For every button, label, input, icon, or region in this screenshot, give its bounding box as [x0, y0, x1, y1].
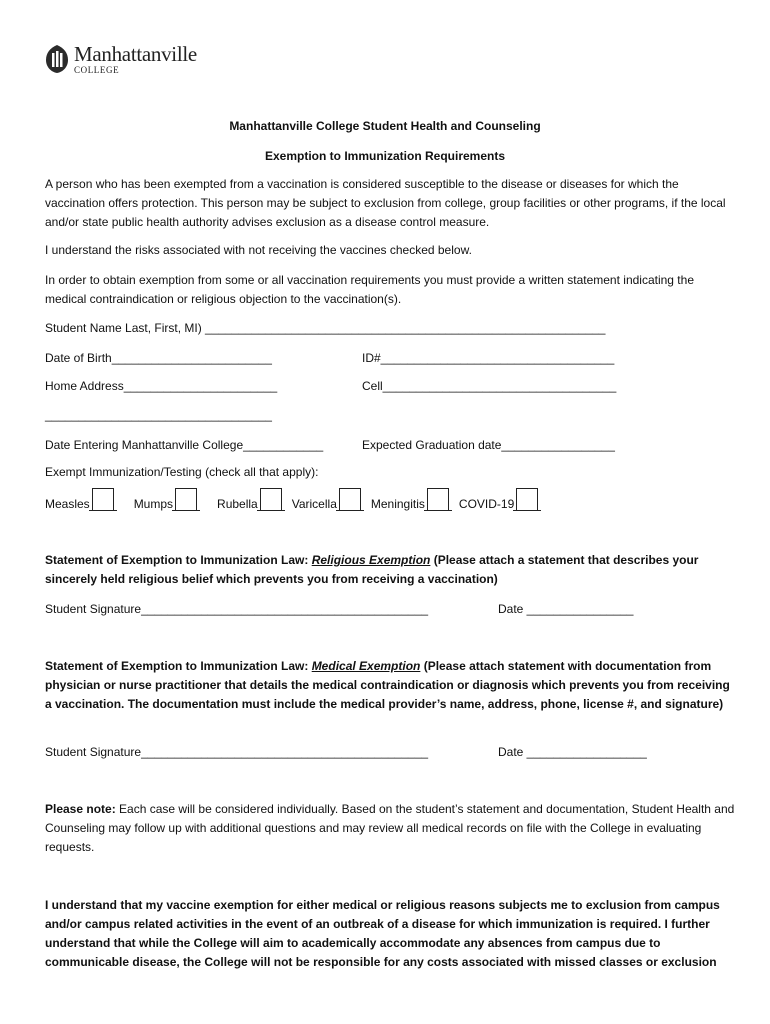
religious-exemption-statement: [45, 551, 735, 589]
checkbox[interactable]: [175, 488, 197, 511]
home-address-field[interactable]: Home Address_______________________: [45, 379, 278, 393]
id-field[interactable]: ID#___________________________________: [362, 351, 615, 365]
intro-paragraph-2: I understand the risks associated with not receiving the vaccines checked below.: [45, 243, 472, 257]
document-subtitle: Exemption to Immunization Requirements: [264, 149, 506, 163]
medical-date-field[interactable]: Date __________________: [498, 745, 647, 759]
check-label: Meningitis: [370, 497, 425, 511]
medical-prefix: Statement of Exemption to Immunization Law:: [45, 659, 312, 673]
check-meningitis[interactable]: [371, 488, 451, 511]
document-title: Manhattanville College Student Health and Counseling: [229, 119, 541, 133]
note-label: Please note:: [45, 802, 116, 816]
cell-field[interactable]: Cell___________________________________: [362, 379, 617, 393]
checkbox[interactable]: [516, 488, 538, 511]
address-line-2-field[interactable]: __________________________________: [45, 408, 272, 422]
check-mumps[interactable]: [134, 488, 199, 511]
immunization-checkboxes: [45, 483, 548, 511]
checkbox[interactable]: [427, 488, 449, 511]
student-name-field[interactable]: Student Name Last, First, MI) ____________________________________________________________: [45, 321, 606, 335]
medical-exemption-statement: [45, 657, 735, 714]
checkbox[interactable]: [260, 488, 282, 511]
check-label: Measles: [45, 497, 90, 511]
intro-paragraph-3: In order to obtain exemption from some or all vaccination requirements you must provide a written statement indicating the medical contraindication or religious objection to the vaccination(s).: [45, 273, 694, 306]
intro-paragraph-1: A person who has been exempted from a vaccination is considered susceptible to the disease or diseases for which the vaccination offers protection. This person may be subject to exclusion from college, group facilities or other programs, if the local and/or state public health authority advises exclusion as a disease control measure.: [45, 177, 726, 229]
check-measles[interactable]: [45, 488, 116, 511]
check-covid-19[interactable]: [459, 488, 540, 511]
exempt-label: Exempt Immunization/Testing (check all that apply):: [45, 465, 319, 479]
check-rubella[interactable]: [217, 488, 284, 511]
college-logo: [44, 44, 197, 75]
religious-prefix: Statement of Exemption to Immunization Law:: [45, 553, 312, 567]
checkbox[interactable]: [92, 488, 114, 511]
religious-signature-field[interactable]: Student Signature___________________________________________: [45, 602, 429, 616]
religious-type: Religious Exemption: [311, 553, 431, 567]
graduation-date-field[interactable]: Expected Graduation date_________________: [362, 438, 615, 452]
note-text: Each case will be considered individually. Based on the student’s statement and documentation, Student Health and Counseling may follow up with additional questions and may review all medical records on file with the College in evaluating requests.: [45, 802, 735, 854]
college-crest-icon: [44, 44, 70, 74]
logo-name: Manhattanville: [74, 42, 197, 66]
check-varicella[interactable]: [292, 488, 363, 511]
understand-paragraph: I understand that my vaccine exemption for either medical or religious reasons subjects me to exclusion from campus and/or campus related activities in the event of an outbreak of a disease for which immunization is required. I further understand that while the College will aim to academically accommodate any absences from campus due to communicable disease, the College will not be responsible for any costs associated with missed classes or exclusion: [45, 898, 720, 969]
check-label: COVID-19: [458, 497, 515, 511]
checkbox[interactable]: [339, 488, 361, 511]
religious-suffix: (Please attach a statement that describes your sincerely held religious belief which prevents you from receiving a vaccination): [45, 553, 699, 586]
logo-sub: COLLEGE: [74, 65, 120, 75]
date-of-birth-field[interactable]: Date of Birth________________________: [45, 351, 272, 365]
check-label: Mumps: [133, 497, 174, 511]
please-note-paragraph: [45, 800, 735, 857]
medical-type: Medical Exemption: [311, 659, 421, 673]
medical-signature-field[interactable]: Student Signature___________________________________________: [45, 745, 429, 759]
check-label: Rubella: [217, 497, 258, 511]
date-entering-field[interactable]: Date Entering Manhattanville College____________: [45, 438, 324, 452]
religious-date-field[interactable]: Date ________________: [498, 602, 634, 616]
check-label: Varicella: [291, 497, 337, 511]
medical-suffix: (Please attach statement with documentation from physician or nurse practitioner that details the medical contraindication or diagnosis which prevents you from receiving a vaccination. The documentation must include the medical provider’s name, address, phone, license #, and signature): [45, 659, 730, 711]
